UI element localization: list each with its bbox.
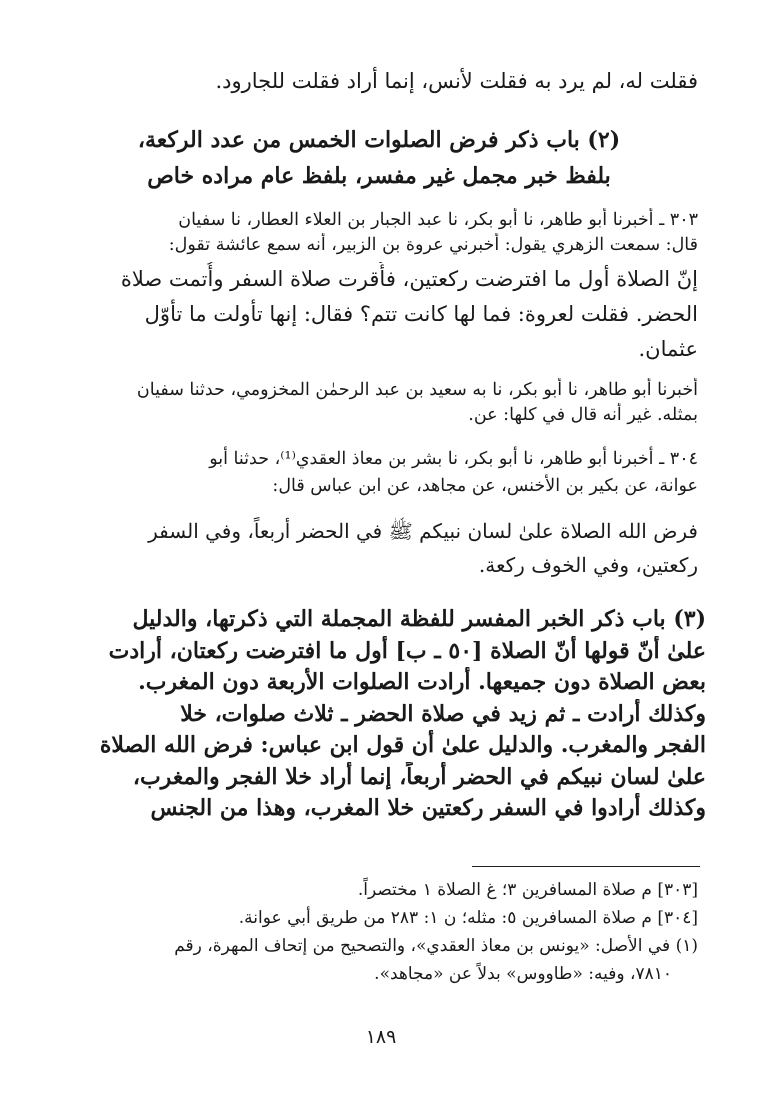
text-line: ٣٠٣ ـ أخبرنا أبو طاهر، نا أبو بكر، نا عبد الجبار بن العلاء العطار، نا سفيان	[178, 210, 698, 230]
heading-line: الفجر والمغرب. والدليل علىٰ أن قول ابن عباس: فرض الله الصلاة	[99, 732, 706, 758]
heading-line: علىٰ لسان نبيكم في الحضر أربعاً، إنما أراد خلا الفجر والمغرب،	[132, 763, 706, 790]
text-line: الحضر. فقلت لعروة: فما لها كانت تتم؟ فقال: إنها تأولت ما تأوّل	[144, 302, 698, 326]
chapter-2-heading	[60, 122, 698, 194]
hadith-303-second-isnad	[60, 378, 698, 428]
heading-line: (٣) باب ذكر الخبر المفسر للفظة المجملة التي ذكرتها، والدليل	[132, 606, 706, 632]
text-line: فقلت له، لم يرد به فقلت لأنس، إنما أراد فقلت للجارود.	[215, 69, 698, 93]
text-line: بمثله. غير أنه قال في كلها: عن.	[468, 405, 698, 425]
page-number: ١٨٩	[365, 1026, 397, 1048]
footnote-line: [٣٠٤] م صلاة المسافرين ٥: مثله؛ ن ١: ٢٨٣ من طريق أبي عوانة.	[238, 908, 698, 928]
text-line: ركعتين، وفي الخوف ركعة.	[478, 553, 698, 577]
text-line: إنّ الصلاة أول ما افترضت ركعتين، فأُقرت صلاة السفر وأُتمت صلاة	[120, 267, 698, 291]
text-line: ٣٠٤ ـ أخبرنا أبو طاهر، نا أبو بكر، نا بشر بن معاذ العقدي⁽¹⁾، حدثنا أبو	[209, 449, 698, 469]
footnote-divider	[472, 866, 700, 867]
text-line: أخبرنا أبو طاهر، نا أبو بكر، نا به سعيد بن عبد الرحمٰن المخزومي، حدثنا سفيان	[136, 380, 698, 400]
heading-line: بلفظ خبر مجمل غير مفسر، بلفظ عام مراده خاص	[147, 163, 611, 189]
text-line: فرض الله الصلاة علىٰ لسان نبيكم ﷺ في الحضر أربعاً، وفي السفر	[148, 519, 698, 543]
footnotes	[60, 876, 698, 988]
hadith-304-matn	[60, 514, 698, 582]
heading-line: وكذلك أرادوا في السفر ركعتين خلا المغرب، وهذا من الجنس	[150, 795, 706, 821]
text-line: قال: سمعت الزهري يقول: أخبرني عروة بن الزبير، أنه سمع عائشة تقول:	[168, 235, 698, 255]
opening-line	[60, 64, 698, 98]
text-line: عثمان.	[638, 337, 698, 361]
footnote-line: [٣٠٣] م صلاة المسافرين ٣؛ غ الصلاة ١ مختصراً.	[357, 880, 698, 900]
footnote-line: (١) في الأصل: «يونس بن معاذ العقدي»، والتصحيح من إتحاف المهرة، رقم	[174, 936, 698, 956]
hadith-303-matn	[60, 262, 698, 367]
hadith-303-isnad	[60, 208, 698, 258]
chapter-3-heading	[56, 604, 706, 825]
heading-line: (٢) باب ذكر فرض الصلوات الخمس من عدد الركعة،	[137, 127, 621, 153]
hadith-304-isnad	[60, 446, 698, 500]
heading-line: بعض الصلاة دون جميعها. أرادت الصلوات الأربعة دون المغرب.	[138, 669, 706, 695]
heading-line: علىٰ أنّ قولها أنّ الصلاة [٥٠ ـ ب] أول ما افترضت ركعتان، أرادت	[108, 637, 706, 664]
text-line: عوانة، عن بكير بن الأخنس، عن مجاهد، عن ابن عباس قال:	[272, 476, 698, 496]
footnote-line: ٧٨١٠، وفيه: «طاووس» بدلاً عن «مجاهد».	[374, 964, 672, 984]
heading-line: وكذلك أرادت ـ ثم زيد في صلاة الحضر ـ ثلاث صلوات، خلا	[180, 700, 706, 727]
